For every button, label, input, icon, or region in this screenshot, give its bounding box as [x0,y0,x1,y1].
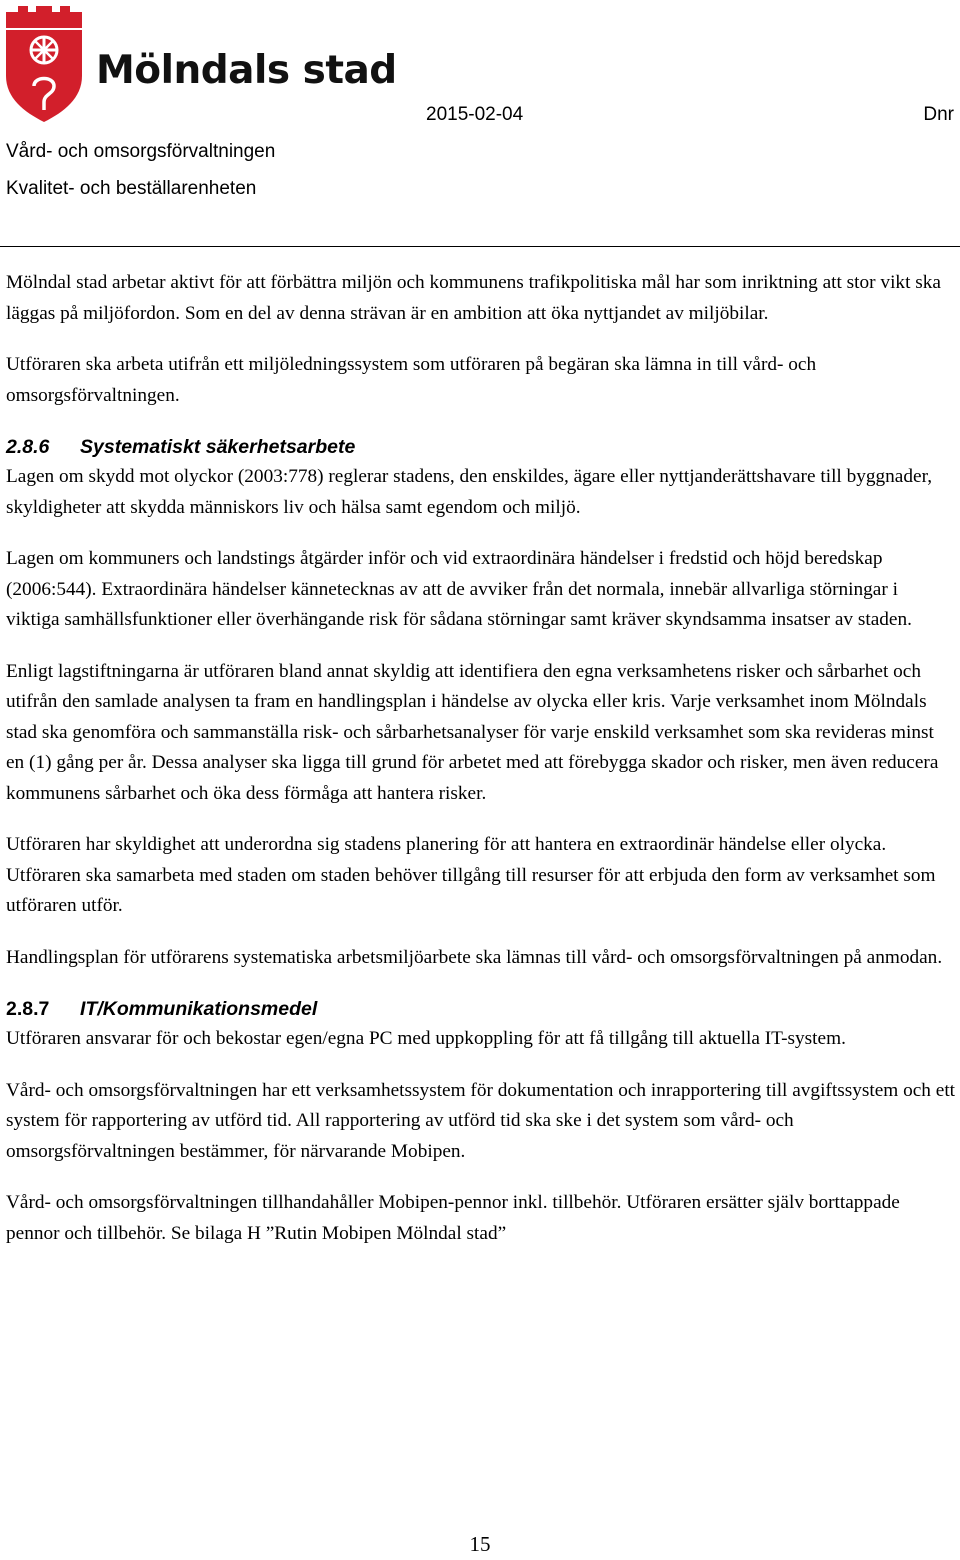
document-date: 2015-02-04 [426,104,524,125]
paragraph: Enligt lagstiftningarna är utföraren bland annat skyldig att identifiera den egna verksamhetens risker och sårbarhet och utifrån den samlade analysen ta fram en handlingsplan i händelse av olycka eller kris. Varje verksamhet inom Mölndals stad ska genomföra och sammanställa risk- och sårbarhetsanalyser för varje enskild verksamhet som ska revideras minst en (1) gång per år. Dessa analyser ska ligga till grund för arbetet med att förebygga skador och risker, men även reducera kommunens sårbarhet och öka dess förmåga att hantera risker. [6,660,939,804]
section-title: IT/Kommunikationsmedel [80,998,318,1020]
paragraph: Vård- och omsorgsförvaltningen har ett verksamhetssystem för dokumentation och inrapportering till avgiftssystem och ett system för rapportering av utförd tid. All rapportering av utförd tid ska ske i det system som vård- och omsorgsförvaltningen bestämmer, för närvarande Mobipen. [6,1079,956,1162]
section-heading [6,432,956,462]
paragraph: Utföraren ansvarar för och bekostar egen/egna PC med uppkoppling för att få tillgång till aktuella IT-system. [6,1028,846,1049]
unit-name: Kvalitet- och beställarenheten [6,178,257,199]
logo [4,4,397,124]
paragraph: Lagen om kommuners och landstings åtgärder inför och vid extraordinära händelser i fredstid och höjd beredskap (2006:544). Extraordinära händelser kännetecknas av att de avviker från det normala, innebär allvarliga störningar i viktiga samhällsfunktioner eller överhängande risk för sådana störningar samt kräver skyndsamma insatser av staden. [6,548,912,630]
paragraph: Handlingsplan för utförarens systematiska arbetsmiljöarbete ska lämnas till vård- och omsorgsförvaltningen på anmodan. [6,946,943,968]
section-heading [6,994,956,1024]
paragraph: Lagen om skydd mot olyckor (2003:778) reglerar stadens, den enskildes, ägare eller nyttjanderättshavare till byggnader, skyldigheter att skydda människors liv och hälsa samt egendom och miljö. [6,466,933,518]
section-number: 2.8.6 [6,436,50,458]
paragraph: Utföraren har skyldighet att underordna sig stadens planering för att hantera en extraordinär händelse eller olycka. Utföraren ska samarbeta med staden om staden behöver tillgång till resurser för att erbjuda den form av verksamhet som utföraren utför. [6,834,936,916]
section-title: Systematiskt säkerhetsarbete [80,436,356,458]
page-number: 15 [469,1532,491,1556]
paragraph: Utföraren ska arbeta utifrån ett miljöledningssystem som utföraren på begäran ska lämna in till vård- och omsorgsförvaltningen. [6,354,817,406]
molndal-crest-icon [4,4,84,124]
department-name: Vård- och omsorgsförvaltningen [6,141,276,162]
document-body [6,268,956,1270]
section-number: 2.8.7 [6,998,50,1020]
paragraph: Vård- och omsorgsförvaltningen tillhandahåller Mobipen-pennor inkl. tillbehör. Utföraren ersätter själv borttappade pennor och tillbehör. Se bilaga H ”Rutin Mobipen Mölndal stad” [6,1192,900,1244]
header-divider [0,246,960,247]
paragraph: Mölndal stad arbetar aktivt för att förbättra miljön och kommunens trafikpolitiska mål har som inriktning att stor vikt ska läggas på miljöfordon. Som en del av denna strävan är en ambition att öka nyttjandet av miljöbilar. [6,272,941,324]
document-dnr: Dnr [923,104,954,125]
logo-text: Mölndals stad [96,48,397,93]
